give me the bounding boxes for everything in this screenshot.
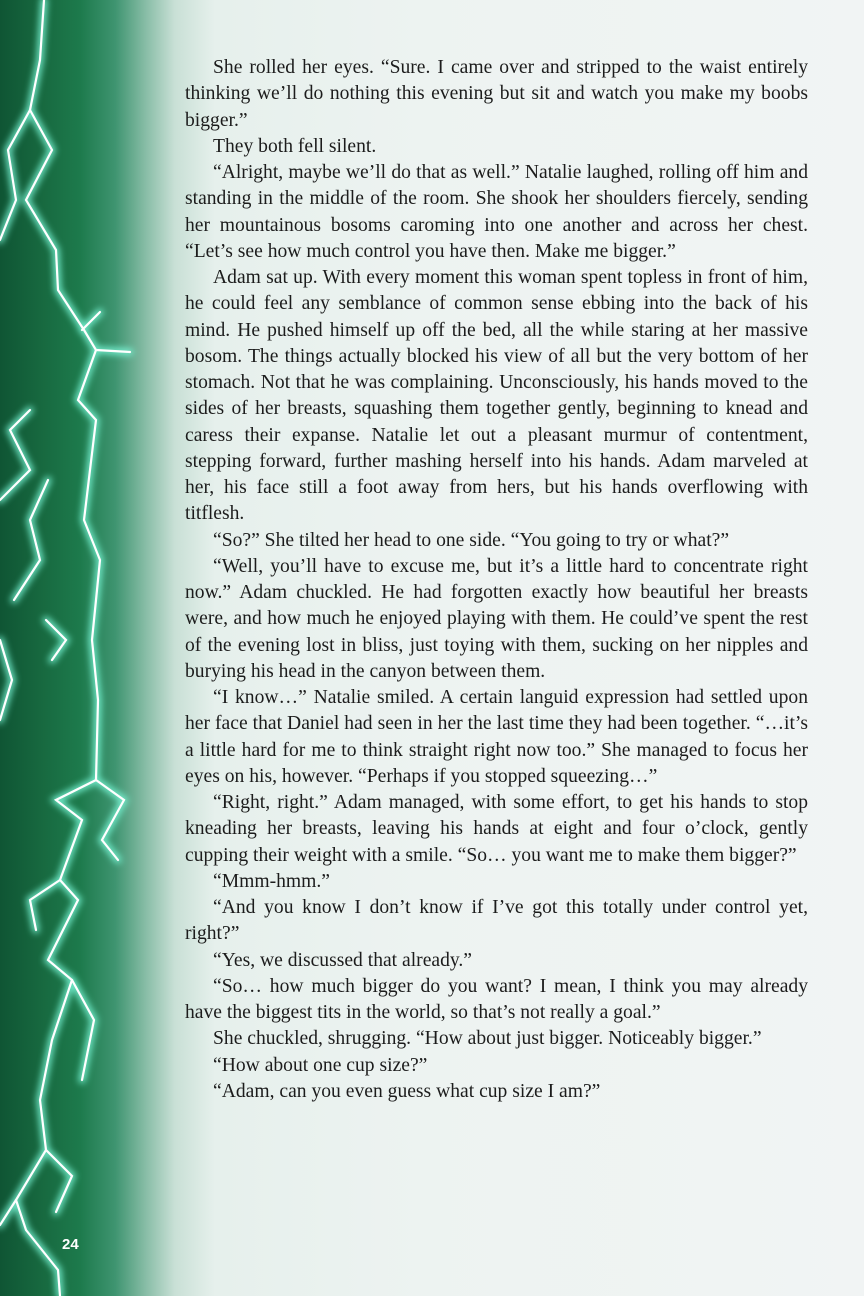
paragraph: “Mmm-hmm.” <box>213 870 330 892</box>
paragraph: “I know…” Natalie smiled. A certain languid expression had settled upon her face that Daniel had seen in her the last time they had been together. “…it’s a little hard for me to think straight right now too.” She managed to focus her eyes on his, however. “Perhaps if you stopped squeezing…” <box>185 687 808 787</box>
paragraph: “Yes, we discussed that already.” <box>213 949 473 971</box>
paragraph: Adam sat up. With every moment this woman spent topless in front of him, he could feel any semblance of common sense ebbing into the back of his mind. He pushed himself up off the bed, all the while staring at her massive bosom. The things actually blocked his view of all but the very bottom of her stomach. Not that he was complaining. Unconsciously, his hands moved to the sides of her breasts, squashing them together gently, beginning to knead and caress their expanse. Natalie let out a pleasant murmur of contentment, stepping forward, further mashing herself into his hands. Adam marveled at her, his face still a foot away from hers, but his hands overflowing with titflesh. <box>185 267 808 525</box>
paragraph: “And you know I don’t know if I’ve got this totally under control yet, right?” <box>185 897 808 945</box>
lightning-bolt-decoration <box>0 0 160 1296</box>
paragraph: She rolled her eyes. “Sure. I came over and stripped to the waist entirely thinking we’ll do nothing this evening but sit and watch you make my boobs bigger.” <box>185 57 808 131</box>
page-number: 24 <box>62 1236 79 1253</box>
paragraph: She chuckled, shrugging. “How about just bigger. Noticeably bigger.” <box>213 1028 762 1050</box>
paragraph: “So… how much bigger do you want? I mean, I think you may already have the biggest tits in the world, so that’s not really a goal.” <box>185 975 808 1023</box>
paragraph: “So?” She tilted her head to one side. “You going to try or what?” <box>213 529 730 551</box>
paragraph: “Adam, can you even guess what cup size I am?” <box>213 1080 601 1102</box>
paragraph: “How about one cup size?” <box>213 1054 428 1076</box>
paragraph: They both fell silent. <box>213 135 377 157</box>
paragraph: “Alright, maybe we’ll do that as well.” Natalie laughed, rolling off him and standing in the middle of the room. She shook her shoulders fiercely, sending her mountainous bosoms caroming into one another and across her chest. “Let’s see how much control you have then. Make me bigger.” <box>185 162 808 262</box>
story-text <box>185 55 808 1105</box>
paragraph: “Right, right.” Adam managed, with some effort, to get his hands to stop kneading her breasts, leaving his hands at eight and four o’clock, gently cupping their weight with a smile. “So… you want me to make them bigger?” <box>185 792 808 866</box>
paragraph: “Well, you’ll have to excuse me, but it’s a little hard to concentrate right now.” Adam chuckled. He had forgotten exactly how beautiful her breasts were, and how much he enjoyed playing with them. He could’ve spent the rest of the evening lost in bliss, just toying with them, sucking on her nipples and burying his head in the canyon between them. <box>185 555 808 682</box>
